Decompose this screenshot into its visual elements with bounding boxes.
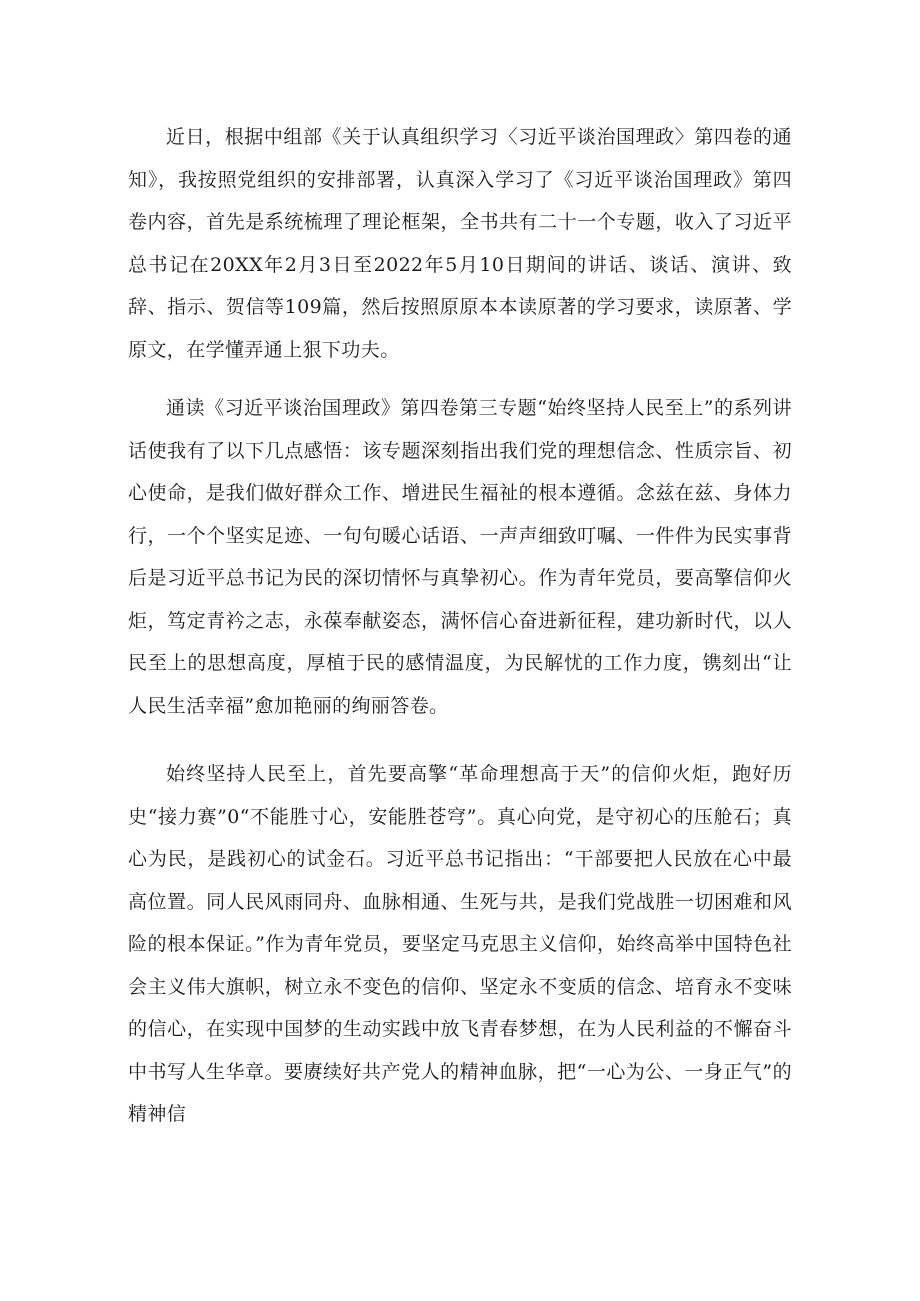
paragraph-1: 近日，根据中组部《关于认真组织学习〈习近平谈治国理政〉第四卷的通知》，我按照党组织的安排部署，认真深入学习了《习近平谈治国理政》第四卷内容，首先是系统梳理了理论框架，全书共有二十一个专题，收入了习近平总书记在20XX年2月3日至2022年5月10日期间的讲话、谈话、演讲、致辞、指示、贺信等109篇，然后按照原原本本读原著的学习要求，读原著、学原文，在学懂弄通上狠下功夫。 [128,126,792,361]
paragraph-2: 通读《习近平谈治国理政》第四卷第三专题“始终坚持人民至上”的系列讲话使我有了以下几点感悟：该专题深刻指出我们党的理想信念、性质宗旨、初心使命，是我们做好群众工作、增进民生福祉的根本遵循。念兹在兹、身体力行，一个个坚实足迹、一句句暖心话语、一声声细致叮嘱、一件件为民实事背后是习近平总书记为民的深切情怀与真挚初心。作为青年党员，要高擎信仰火炬，笃定青衿之志，永葆奉献姿态，满怀信心奋进新征程，建功新时代，以人民至上的思想高度，厚植于民的感情温度，为民解忧的工作力度，镌刻出“让人民生活幸福”愈加艳丽的绚丽答卷。 [128,397,792,717]
paragraph-3: 始终坚持人民至上，首先要高擎“革命理想高于天”的信仰火炬，跑好历史“接力赛”0“不能胜寸心，安能胜苍穹”。真心向党，是守初心的压舱石；真心为民，是践初心的试金石。习近平总书记指出：“干部要把人民放在心中最高位置。同人民风雨同舟、血脉相通、生死与共，是我们党战胜一切困难和风险的根本保证。”作为青年党员，要坚定马克思主义信仰，始终高举中国特色社会主义伟大旗帜，树立永不变色的信仰、坚定永不变质的信念、培育永不变味的信心，在实现中国梦的生动实践中放飞青春梦想，在为人民利益的不懈奋斗中书写人生华章。要赓续好共产党人的精神血脉，把“一心为公、一身正气”的精神信 [128,763,792,1125]
